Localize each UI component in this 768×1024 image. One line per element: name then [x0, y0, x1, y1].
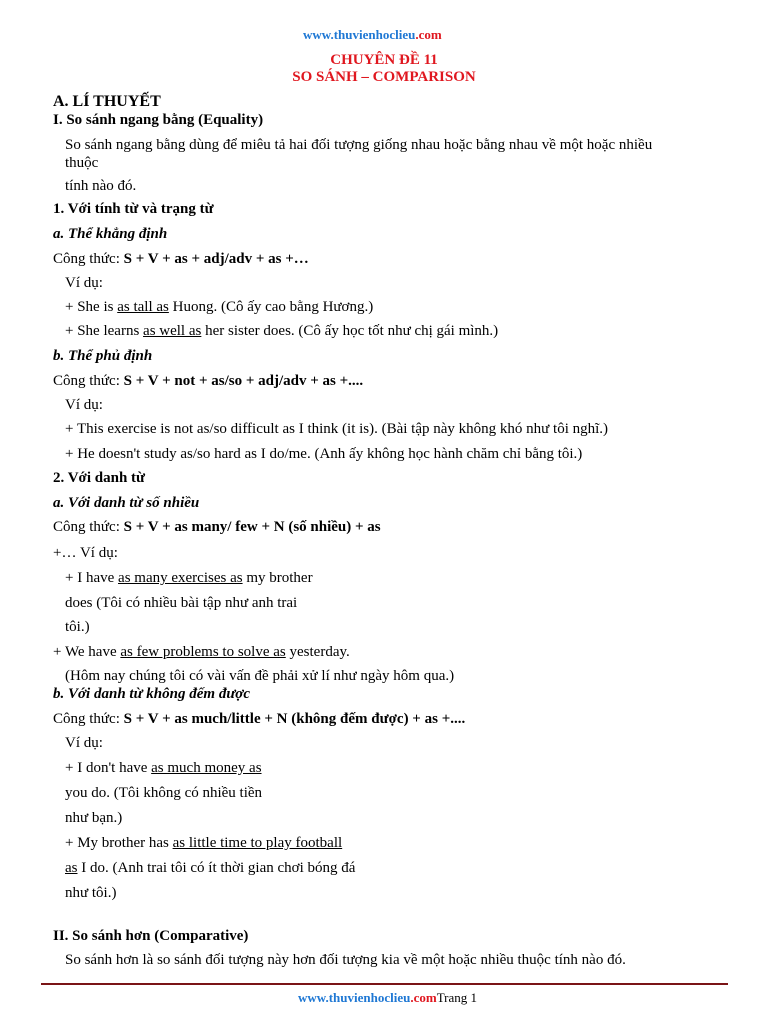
- uncountable-formula: [53, 710, 465, 728]
- plural-nouns-heading: a. Với danh từ số nhiều: [53, 495, 200, 511]
- formula-text: S + V + not + as/so + adj/adv + as +....: [123, 373, 364, 389]
- negative-example-2: + He doesn't study as/so hard as I do/me. (Anh ấy không học hành chăm chỉ bằng tôi.): [65, 446, 583, 462]
- negative-formula: [53, 372, 363, 390]
- example-underline: as little time to play football: [172, 835, 343, 851]
- plural-example-2: [53, 643, 350, 661]
- example-text: + I don't have: [65, 760, 152, 776]
- example-text: Huong. (Cô ấy cao bằng Hương.): [168, 299, 374, 315]
- site-url[interactable]: [303, 26, 442, 44]
- example-label: Ví dụ:: [65, 397, 103, 413]
- page-footer: [298, 990, 477, 1006]
- section-1-intro-line2: tính nào đó.: [65, 178, 137, 194]
- topic-subtitle: SO SÁNH – COMPARISON: [292, 69, 476, 85]
- example-label: Ví dụ:: [65, 735, 103, 751]
- example-underline: as: [65, 860, 78, 876]
- uncountable-example-1-line2: you do. (Tôi không có nhiều tiền: [65, 785, 263, 801]
- section-2-heading: II. So sánh hơn (Comparative): [53, 928, 249, 944]
- affirmative-example-2: [65, 322, 498, 340]
- plural-formula-cont: +… Ví dụ:: [53, 545, 118, 561]
- footer-site-tld: .com: [410, 990, 437, 1005]
- example-text: + I have: [65, 570, 119, 586]
- plural-formula: [53, 518, 381, 536]
- example-underline: as much money as: [151, 760, 262, 776]
- section-1-heading: I. So sánh ngang bằng (Equality): [53, 112, 264, 128]
- footer-divider: [41, 983, 728, 985]
- plural-example-2-line2: (Hôm nay chúng tôi có vài vấn đề phải xử lí như ngày hôm qua.): [65, 668, 455, 684]
- negative-example-1: + This exercise is not as/so difficult as I think (it is). (Bài tập này không khó như tôi nghĩ.): [65, 421, 609, 437]
- uncountable-example-2: [65, 834, 342, 852]
- section-1-intro-line1: So sánh ngang bằng dùng để miêu tả hai đối tượng giống nhau hoặc bằng nhau về một hoặc nhiều: [65, 137, 653, 153]
- example-text: her sister does. (Cô ấy học tốt như chị gái mình.): [201, 323, 499, 339]
- subsection-adj-adv: 1. Với tính từ và trạng từ: [53, 201, 214, 217]
- affirmative-example-1: [65, 298, 373, 316]
- example-underline: as few problems to solve as: [120, 644, 286, 660]
- section-2-intro: So sánh hơn là so sánh đối tượng này hơn đối tượng kia về một hoặc nhiều thuộc tính nào đó.: [65, 952, 626, 968]
- example-text: + We have: [53, 644, 121, 660]
- section-1-intro-line1b: thuộc: [65, 155, 99, 171]
- formula-label: Công thức:: [53, 519, 124, 535]
- formula-label: Công thức:: [53, 373, 124, 389]
- example-text: I do. (Anh trai tôi có ít thời gian chơi bóng đá: [77, 860, 356, 876]
- uncountable-example-2-line3: như tôi.): [65, 885, 117, 901]
- topic-title: CHUYÊN ĐỀ 11: [330, 52, 438, 68]
- subsection-nouns: 2. Với danh từ: [53, 470, 146, 486]
- footer-site-main: www.thuvienhoclieu: [298, 990, 411, 1005]
- formula-text: S + V + as many/ few + N (số nhiều) + as: [123, 519, 381, 535]
- uncountable-nouns-heading: b. Với danh từ không đếm được: [53, 686, 251, 702]
- example-label: Ví dụ:: [65, 275, 103, 291]
- formula-text: S + V + as + adj/adv + as +…: [123, 251, 309, 267]
- formula-label: Công thức:: [53, 251, 124, 267]
- affirmative-formula: [53, 250, 309, 268]
- uncountable-example-1: [65, 759, 262, 777]
- part-a-heading: A. LÍ THUYẾT: [53, 93, 161, 110]
- example-text: + She is: [65, 299, 118, 315]
- negative-heading: b. Thể phủ định: [53, 348, 153, 364]
- footer-site-url[interactable]: [298, 990, 437, 1005]
- site-url-main: www.thuvienhoclieu: [303, 27, 416, 42]
- uncountable-example-2-line2: [65, 859, 355, 877]
- example-underline: as tall as: [117, 299, 169, 315]
- site-url-tld: .com: [415, 27, 442, 42]
- affirmative-heading: a. Thể khẳng định: [53, 226, 168, 242]
- example-underline: as well as: [143, 323, 202, 339]
- example-text: yesterday.: [285, 644, 350, 660]
- uncountable-example-1-line3: như bạn.): [65, 810, 123, 826]
- plural-example-1: [65, 569, 313, 587]
- example-text: my brother: [242, 570, 313, 586]
- page-number: Trang 1: [436, 990, 478, 1005]
- example-text: + She learns: [65, 323, 144, 339]
- formula-label: Công thức:: [53, 711, 124, 727]
- plural-example-1-line2: does (Tôi có nhiều bài tập như anh trai: [65, 595, 298, 611]
- example-underline: as many exercises as: [118, 570, 243, 586]
- example-text: + My brother has: [65, 835, 173, 851]
- plural-example-1-line3: tôi.): [65, 619, 90, 635]
- formula-text: S + V + as much/little + N (không đếm được) + as +....: [123, 711, 466, 727]
